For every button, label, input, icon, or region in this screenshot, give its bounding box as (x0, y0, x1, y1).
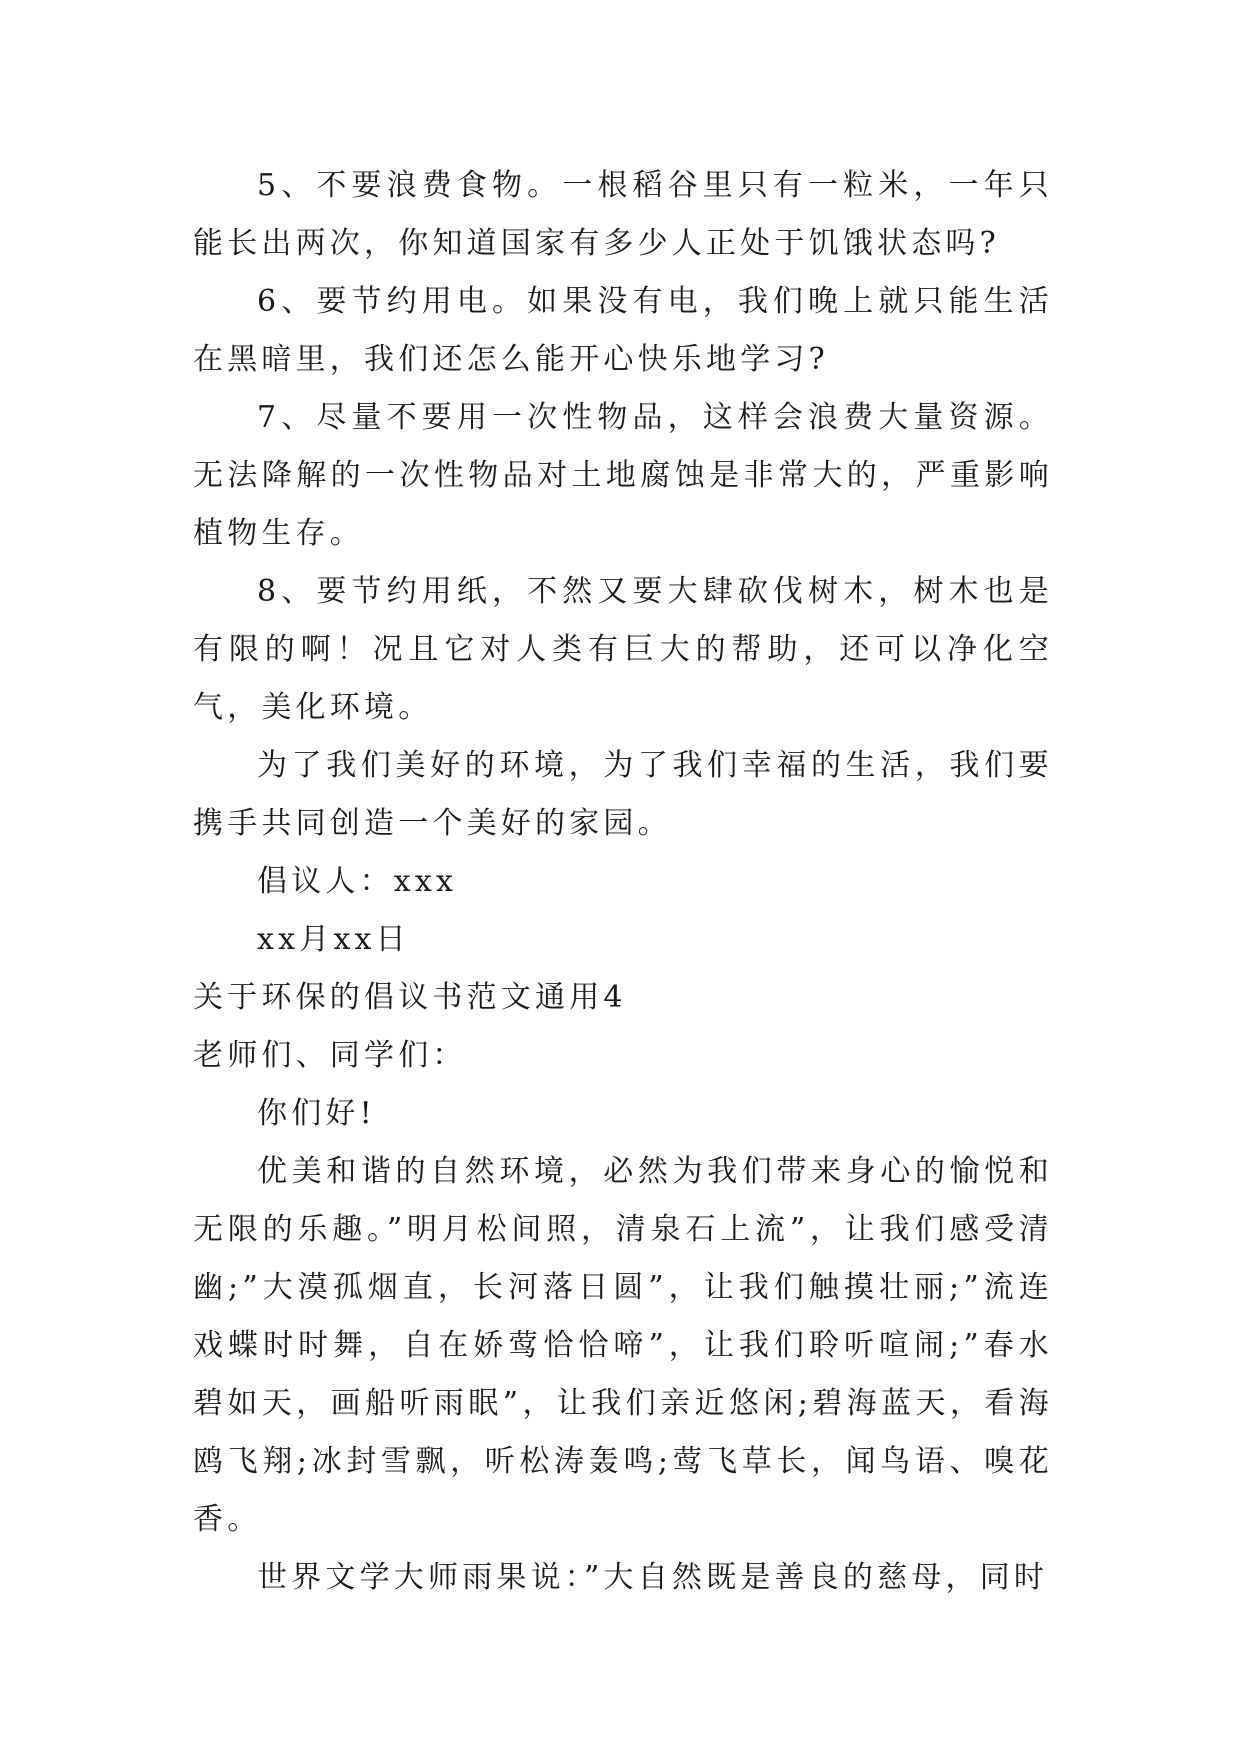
paragraph-item-7: 7、尽量不要用一次性物品，这样会浪费大量资源。无法降解的一次性物品对土地腐蚀是非常大的，严重影响植物生存。 (193, 400, 1053, 551)
paragraph-body-2: 世界文学大师雨果说：”大自然既是善良的慈母，同时 (257, 1560, 1049, 1595)
paragraph-item-6: 6、要节约用电。如果没有电，我们晚上就只能生活在黑暗里，我们还怎么能开心快乐地学习? (193, 284, 1053, 377)
section-title: 关于环保的倡议书范文通用4 (193, 980, 627, 1015)
date-line: xx月xx日 (257, 922, 410, 957)
proposer-line: 倡议人：xxx (257, 864, 458, 899)
paragraph-closing: 为了我们美好的环境，为了我们幸福的生活，我们要携手共同创造一个美好的家园。 (193, 748, 1053, 841)
paragraph-body-1: 优美和谐的自然环境，必然为我们带来身心的愉悦和无限的乐趣。”明月松间照，清泉石上流”，让我们感受清幽;”大漠孤烟直，长河落日圆”，让我们触摸壮丽;”流连戏蝶时时舞，自在娇莺恰恰啼”，让我们聆听喧闹;”春水碧如天，画船听雨眠”，让我们亲近悠闲;碧海蓝天，看海鸥飞翔;冰封雪飘，听松涛轰鸣;莺飞草长，闻鸟语、嗅花香。 (193, 1154, 1053, 1537)
paragraph-item-8: 8、要节约用纸，不然又要大肆砍伐树木，树木也是有限的啊！况且它对人类有巨大的帮助，还可以净化空气，美化环境。 (193, 574, 1053, 725)
salutation: 老师们、同学们： (193, 1038, 467, 1073)
document-page (193, 157, 1053, 1607)
greeting: 你们好! (257, 1096, 376, 1131)
paragraph-item-5: 5、不要浪费食物。一根稻谷里只有一粒米，一年只能长出两次，你知道国家有多少人正处于饥饿状态吗? (193, 168, 1053, 261)
